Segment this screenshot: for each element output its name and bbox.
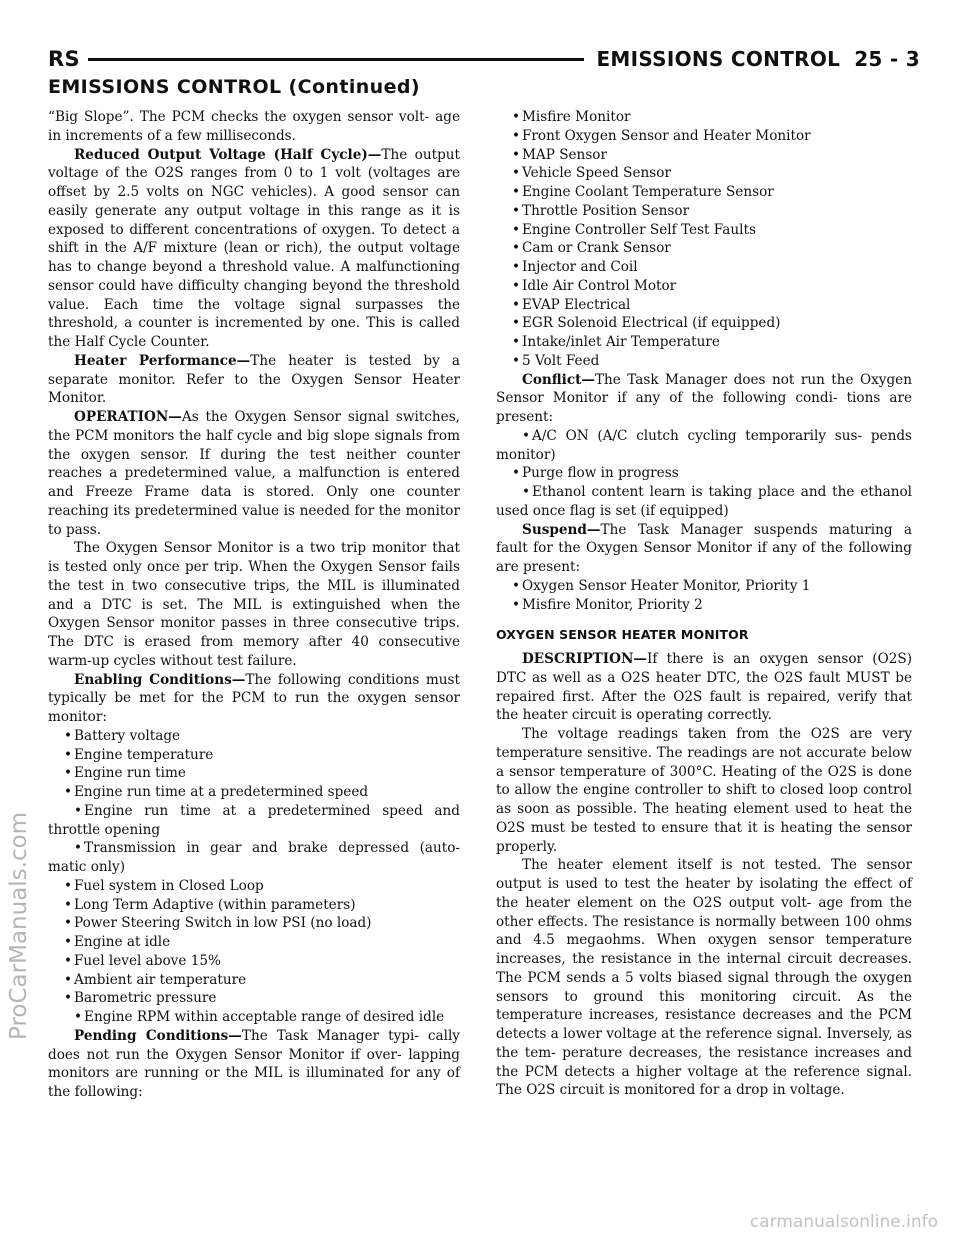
enabling-conditions-list [48, 727, 460, 1027]
header-model-code: RS [48, 47, 80, 71]
list-item: • Barometric pressure [64, 990, 217, 1007]
list-item: • EVAP Electrical [512, 296, 631, 313]
list-item: • 5 Volt Feed [512, 352, 600, 369]
list-item: • Ambient air temperature [64, 971, 247, 988]
list-item: • Engine at idle [64, 934, 171, 950]
list-item: • Cam or Crank Sensor [512, 240, 671, 257]
subheading-heater-monitor: OXYGEN SENSOR HEATER MONITOR [496, 627, 749, 643]
list-item: • Engine run time [64, 765, 186, 782]
paragraph-big-slope: “Big Slope”. The PCM checks the oxygen sensor volt- age in increments of a few milliseconds. [48, 109, 460, 144]
list-item: • Injector and Coil [512, 259, 638, 275]
label-enabling: Enabling Conditions— [74, 671, 246, 688]
header-page-number: 25 - 3 [854, 47, 920, 71]
label-heater-performance: Heater Performance— [74, 352, 251, 369]
list-item: • Battery voltage [64, 727, 181, 744]
list-item: • Engine Coolant Temperature Sensor [512, 184, 774, 200]
header-rule [88, 58, 585, 61]
side-watermark: ProCarManuals.com [6, 811, 32, 1040]
label-conflict: Conflict— [522, 371, 595, 388]
list-item: • Engine Controller Self Test Faults [512, 221, 756, 238]
list-item: • Misfire Monitor [512, 109, 631, 125]
paragraph-heater-performance: Heater Performance—The heater is tested by a separate monitor. Refer to the Oxygen Sensor Heater Monitor. [48, 352, 461, 407]
list-item: • Engine run time at a predetermined speed [64, 784, 369, 800]
list-item: • MAP Sensor [512, 146, 607, 163]
paragraph-operation: OPERATION—As the Oxygen Sensor signal switches, the PCM monitors the half cycle and big slope signals from the oxygen sensor. If during the test neither counter reaches a predetermined value, a malfunction is entered and Freeze Frame data is stored. Only one counter reaching its predetermined value is needed for the monitor to pass. [48, 409, 460, 538]
paragraph-pending: Pending Conditions—The Task Manager typi- cally does not run the Oxygen Sensor Monitor if over- lapping monitors are running or the MIL is illuminated for any of the following: [48, 1027, 460, 1100]
right-column [496, 108, 912, 1100]
paragraph-suspend: Suspend—The Task Manager suspends maturing a fault for the Oxygen Sensor Monitor if any of the following are present: [496, 521, 912, 575]
list-item: • Throttle Position Sensor [512, 202, 690, 219]
list-item: • Vehicle Speed Sensor [512, 165, 671, 182]
list-item: • Long Term Adaptive (within parameters) [64, 896, 356, 913]
suspend-list [496, 577, 912, 615]
paragraph-conflict: Conflict—The Task Manager does not run the Oxygen Sensor Monitor if any of the following condi- tions are present: [496, 371, 912, 425]
list-item: • EGR Solenoid Electrical (if equipped) [512, 315, 781, 332]
list-item: • Engine temperature [64, 746, 214, 763]
label-pending: Pending Conditions— [74, 1027, 242, 1044]
label-half-cycle: Reduced Output Voltage (Half Cycle)— [74, 146, 382, 163]
list-item: • Front Oxygen Sensor and Heater Monitor [512, 127, 811, 144]
list-item: • Power Steering Switch in low PSI (no load) [64, 915, 372, 932]
list-item: • Engine RPM within acceptable range of desired idle [74, 1009, 445, 1025]
list-item: • Ethanol content learn is taking place and the ethanol used once flag is set (if equipped) [496, 484, 912, 519]
pending-conditions-list [496, 108, 912, 371]
paragraph-heater-element: The heater element itself is not tested. The sensor output is used to test the heater by isolating the effect of the heater element on the O2S output volt- age from the other effects. The resistance is normally between 100 ohms and 4.5 megaohms. When oxygen sensor temperature increases, the resistance in the internal circuit decreases. The PCM sends a 5 volts biased signal through the oxygen sensors to ground this monitoring circuit. As the temperature increases, resistance decreases and the PCM detects a lower voltage at the reference signal. Inversely, as the tem- perature decreases, the resistance increases and the PCM detects a higher voltage at the reference signal. The O2S circuit is monitored for a drop in voltage. [496, 857, 912, 1099]
paragraph-voltage-readings: The voltage readings taken from the O2S are very temperature sensitive. The readings are not accurate below a sensor temperature of 300°C. Heating of the O2S is done to allow the engine controller to shift to closed loop control as soon as possible. The heating element used to heat the O2S must be tested to ensure that it is heating the sensor properly. [496, 726, 912, 855]
page-header [48, 44, 920, 74]
section-title: EMISSIONS CONTROL (Continued) [48, 76, 420, 98]
list-item: • Transmission in gear and brake depressed (auto- matic only) [48, 840, 460, 875]
label-suspend: Suspend— [522, 521, 601, 538]
list-item: • Engine run time at a predetermined speed and throttle opening [48, 802, 460, 838]
list-item: • Fuel system in Closed Loop [64, 877, 264, 894]
list-item: • Fuel level above 15% [64, 952, 221, 969]
paragraph-two-trip: The Oxygen Sensor Monitor is a two trip monitor that is tested only once per trip. When the Oxygen Sensor fails the test in two consecutive trips, the MIL is illuminated and a DTC is set. The MIL is extinguished when the Oxygen Sensor monitor passes in three consecutive trips. The DTC is erased from memory after 40 consecutive warm-up cycles without test failure. [48, 540, 460, 669]
paragraph-half-cycle: Reduced Output Voltage (Half Cycle)—The output voltage of the O2S ranges from 0 to 1 volt (voltages are offset by 2.5 volts on NGC vehicles). A good sensor can easily generate any output voltage in this range as it is exposed to different concentrations of oxygen. To detect a shift in the A/F mixture (lean or rich), the output voltage has to change beyond a threshold value. A malfunctioning sensor could have difficulty changing beyond the threshold value. Each time the voltage signal surpasses the threshold, a counter is incremented by one. This is called the Half Cycle Counter. [48, 146, 460, 350]
label-operation: OPERATION— [74, 409, 182, 425]
list-item: • Oxygen Sensor Heater Monitor, Priority 1 [512, 577, 811, 594]
list-item: • Purge flow in progress [512, 465, 679, 482]
header-section-name: EMISSIONS CONTROL [596, 47, 841, 71]
left-column [48, 108, 460, 1102]
label-description: DESCRIPTION— [522, 651, 647, 667]
paragraph-enabling: Enabling Conditions—The following conditions must typically be met for the PCM to run the oxygen sensor monitor: [48, 671, 460, 725]
list-item: • Idle Air Control Motor [512, 277, 677, 294]
list-item: • Intake/inlet Air Temperature [512, 334, 720, 350]
paragraph-description: DESCRIPTION—If there is an oxygen sensor (O2S) DTC as well as a O2S heater DTC, the O2S fault MUST be repaired first. After the O2S fault is repaired, verify that the heater circuit is operating correctly. [496, 651, 912, 724]
conflict-list [496, 427, 912, 521]
list-item: • Misfire Monitor, Priority 2 [512, 596, 703, 613]
list-item: • A/C ON (A/C clutch cycling temporarily sus- pends monitor) [496, 427, 912, 463]
footer-watermark: carmanualsonline.info [749, 1212, 938, 1232]
